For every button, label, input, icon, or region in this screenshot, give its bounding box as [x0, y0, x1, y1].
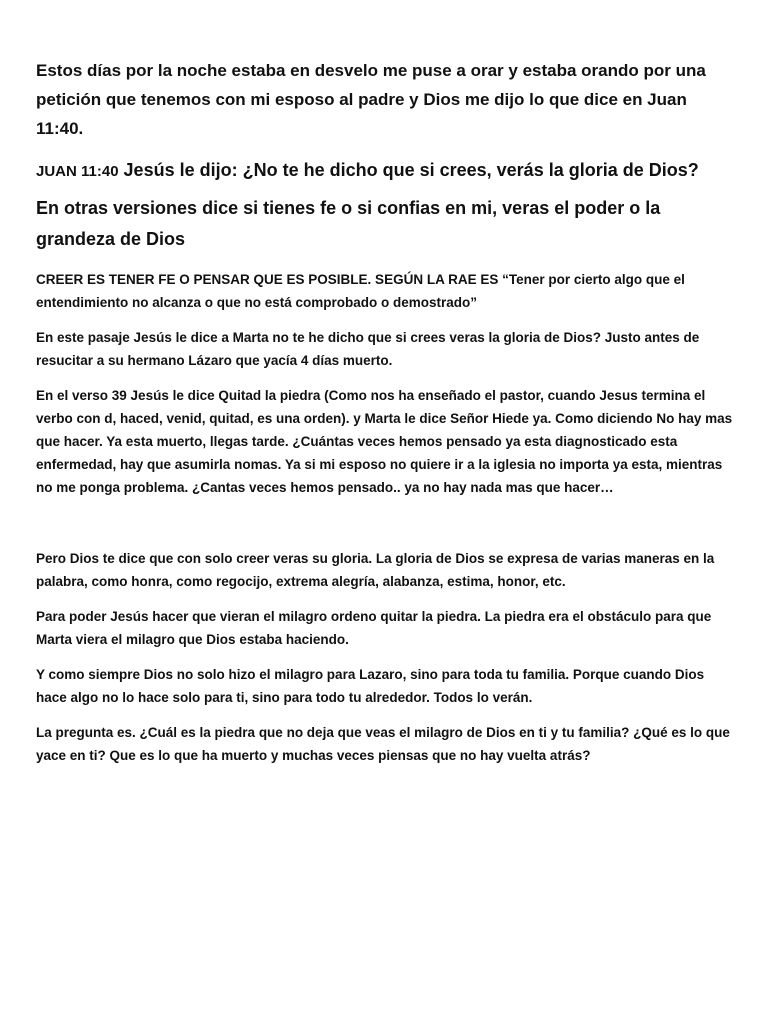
- document-page: [36, 56, 736, 779]
- versions-paragraph: En otras versiones dice si tienes fe o si confias en mi, veras el poder o la grandeza de Dios: [36, 198, 661, 249]
- familia-paragraph: Y como siempre Dios no solo hizo el milagro para Lazaro, sino para toda tu familia. Porque cuando Dios hace algo no lo hace solo para ti, sino para todo tu alrededor. Todos lo verán.: [36, 667, 705, 705]
- blank-line: [36, 511, 736, 547]
- intro-paragraph: Estos días por la noche estaba en desvelo me puse a orar y estaba orando por una petición que tenemos con mi esposo al padre y Dios me dijo lo que dice en Juan 11:40.: [36, 61, 706, 138]
- verse-paragraph: [36, 155, 736, 187]
- creer-definition-paragraph: CREER ES TENER FE O PENSAR QUE ES POSIBLE. SEGÚN LA RAE ES “Tener por cierto algo que el entendimiento no alcanza o que no está comprobado o demostrado”: [36, 272, 685, 310]
- piedra-paragraph: Para poder Jesús hacer que vieran el milagro ordeno quitar la piedra. La piedra era el obstáculo para que Marta viera el milagro que Dios estaba haciendo.: [36, 609, 712, 647]
- pasaje-paragraph: En este pasaje Jesús le dice a Marta no te he dicho que si crees veras la gloria de Dios? Justo antes de resucitar a su hermano Lázaro que yacía 4 días muerto.: [36, 330, 700, 368]
- pregunta-paragraph: La pregunta es. ¿Cuál es la piedra que no deja que veas el milagro de Dios en ti y tu familia? ¿Qué es lo que yace en ti? Que es lo que ha muerto y muchas veces piensas que no hay vuelta atrás?: [36, 725, 730, 763]
- verse-reference: JUAN 11:40: [36, 163, 119, 180]
- gloria-paragraph: Pero Dios te dice que con solo creer veras su gloria. La gloria de Dios se expresa de varias maneras en la palabra, como honra, como regocijo, extrema alegría, alabanza, estima, honor, etc.: [36, 551, 715, 589]
- verse-text: Jesús le dijo: ¿No te he dicho que si crees, verás la gloria de Dios?: [118, 160, 699, 180]
- verso-39-paragraph: En el verso 39 Jesús le dice Quitad la piedra (Como nos ha enseñado el pastor, cuando Jesus termina el verbo con d, haced, venid, quitad, es una orden). y Marta le dice Señor Hiede ya. Como diciendo No hay mas que hacer. Ya esta muerto, llegas tarde. ¿Cuántas veces hemos pensado ya esta diagnosticado esta enfermedad, hay que asumirla nomas. Ya si mi esposo no quiere ir a la iglesia no importa ya esta, mientras no me ponga problema. ¿Cantas veces hemos pensado.. ya no hay nada mas que hacer…: [36, 388, 733, 495]
